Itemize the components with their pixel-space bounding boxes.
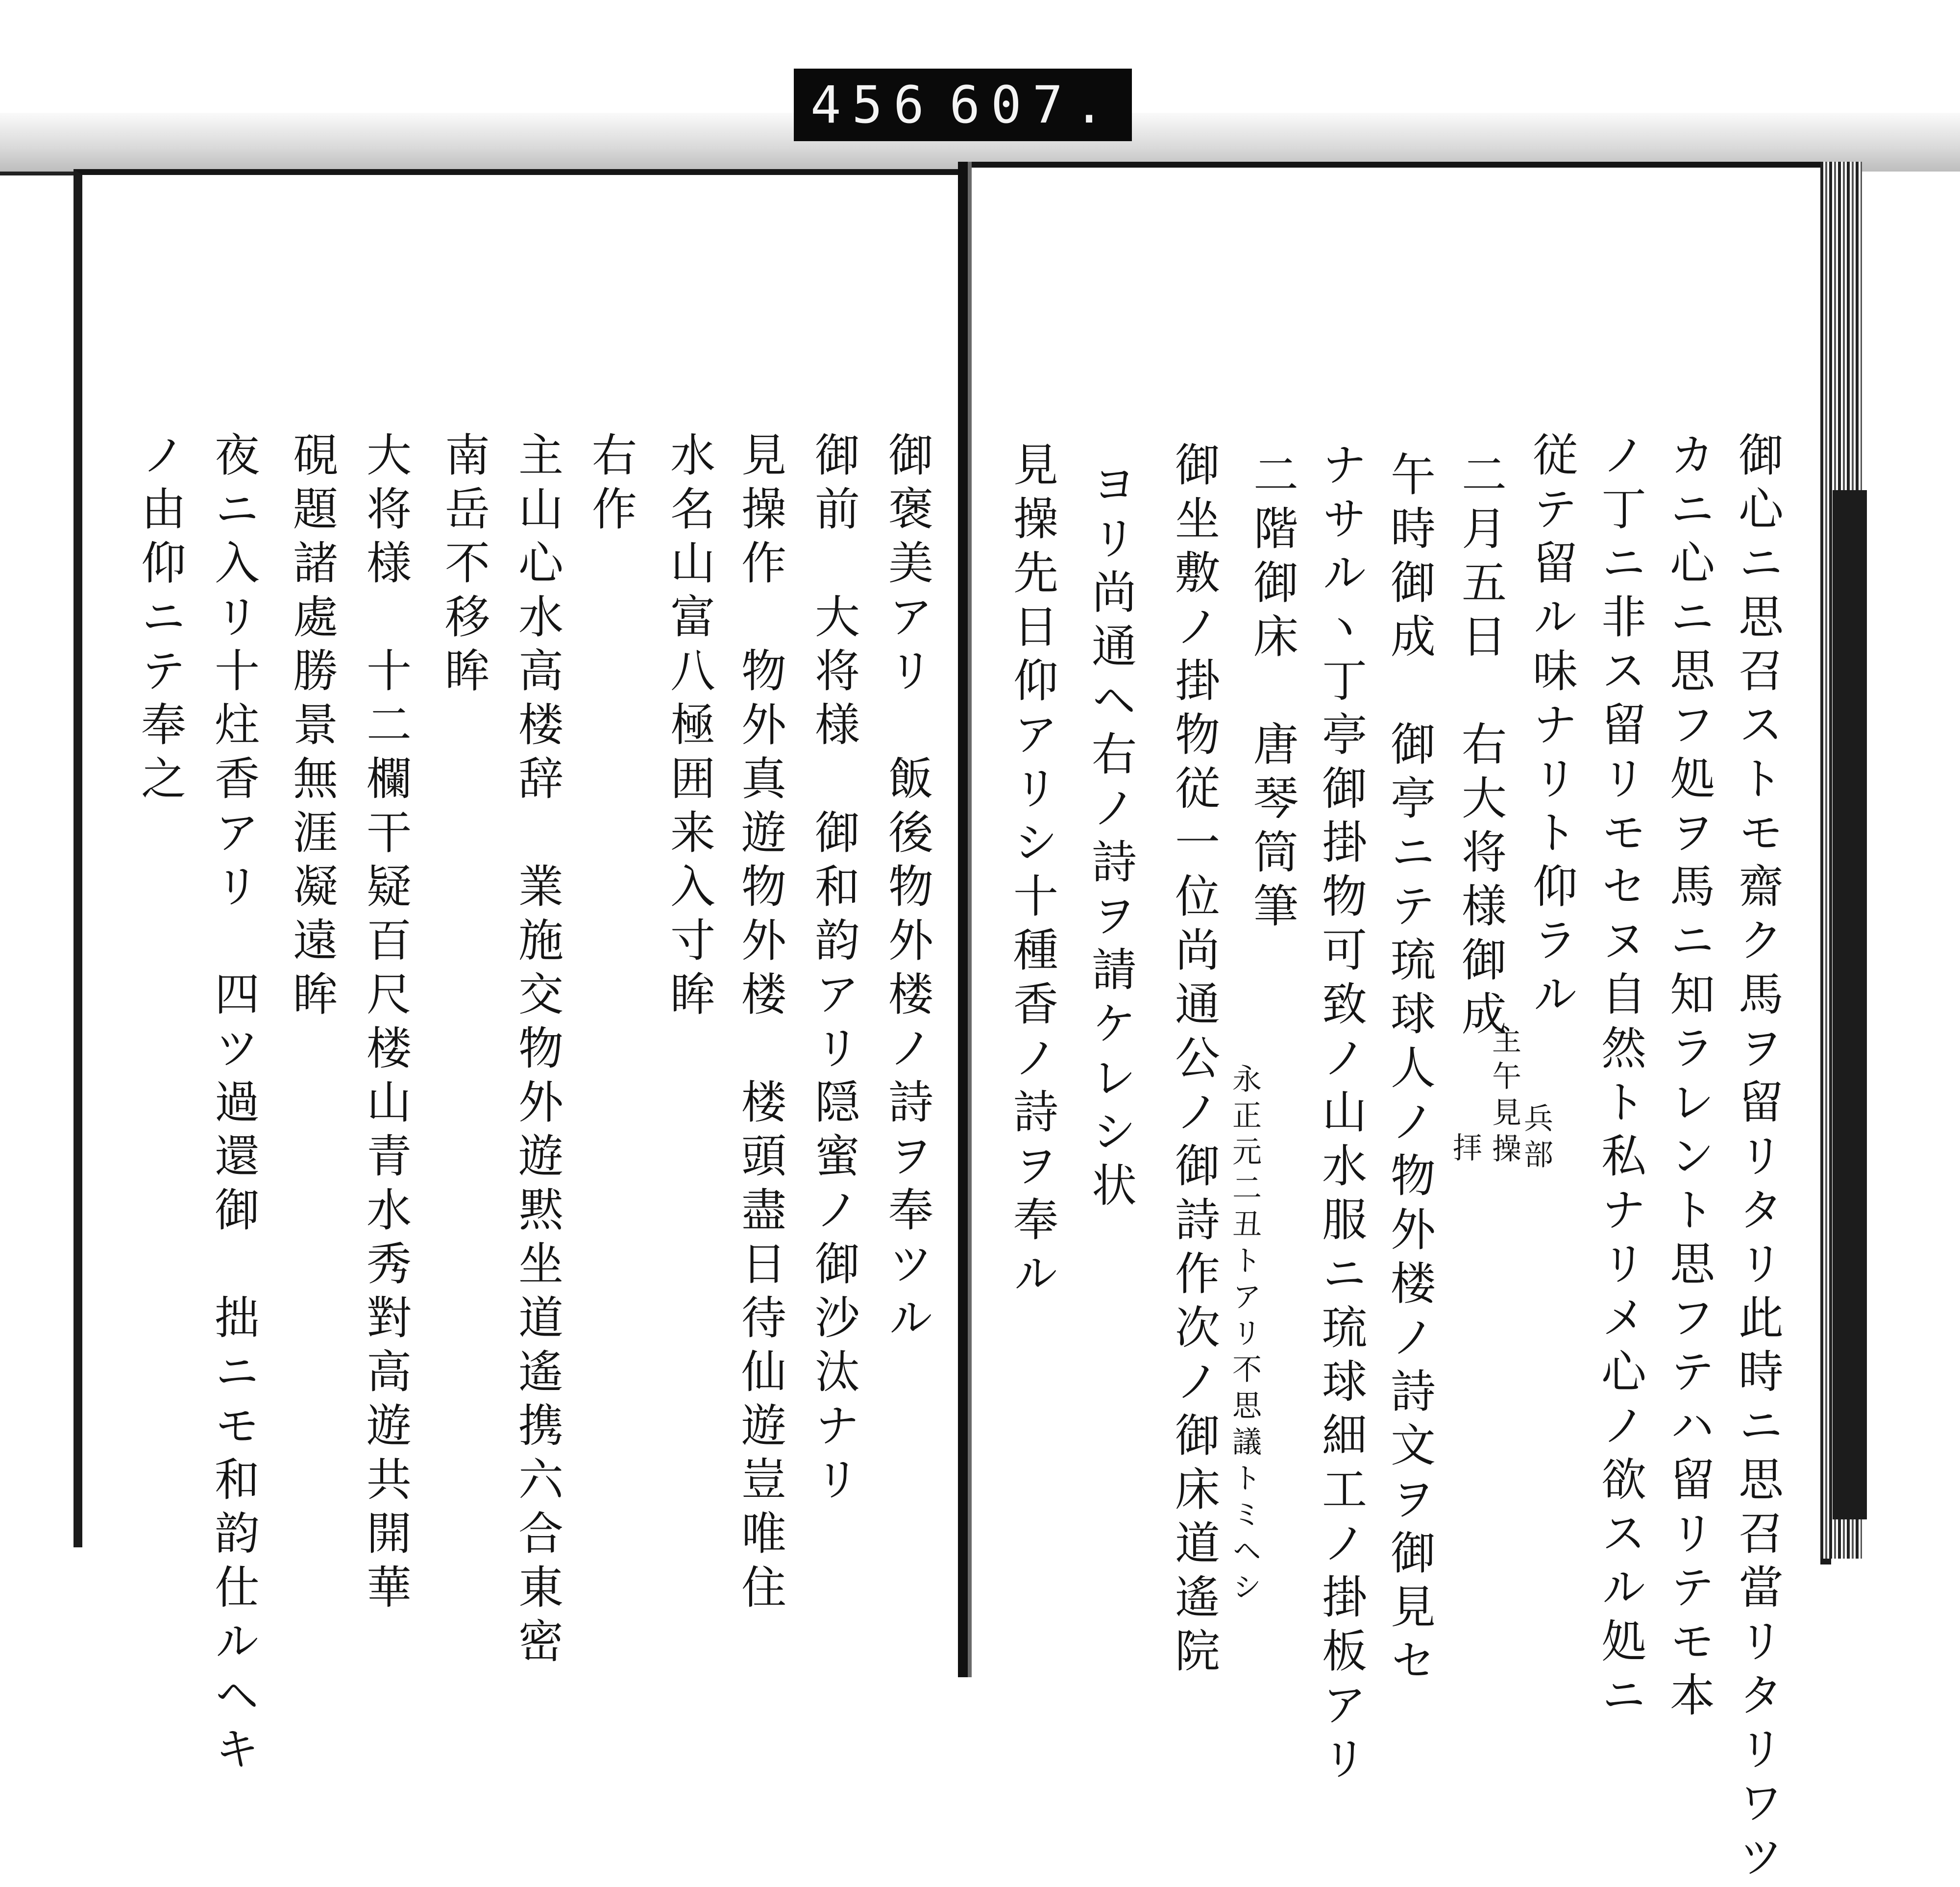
left-col-9: 硯題諸處勝景無涯凝遠眸 xyxy=(286,431,338,1024)
stamp-left-number: 456 xyxy=(810,75,935,135)
right-note-c: 拝 xyxy=(1448,1132,1482,1168)
spine-shadow xyxy=(968,162,972,1677)
right-col-5: 二月五日 右大将様御成 xyxy=(1454,451,1507,1044)
right-note-d: 永正元二丑トアリ不思議トミヘシ xyxy=(1227,1064,1262,1608)
right-col-9: 御坐敷ノ掛物従一位尚通公ノ御詩作次ノ御床道遙院 xyxy=(1168,441,1220,1681)
frame-number-stamp xyxy=(794,69,1132,141)
left-col-8: 大将様 十二欄干疑百尺楼山青水秀對高遊共開華 xyxy=(359,431,412,1617)
left-col-6: 主山心水高楼辞 業施交物外遊黙坐道遙携六合東密 xyxy=(511,431,564,1671)
right-col-7: ナサルヽ丁亭御掛物可致ノ山水服ニ琉球細工ノ掛板アリ xyxy=(1315,441,1367,1789)
left-col-5: 右作 xyxy=(585,431,637,539)
left-col-1: 御褒美アリ 飯後物外楼ノ詩ヲ奉ツル xyxy=(881,431,933,1348)
left-col-10: 夜ニ入リ十炷香アリ 四ツ過還御 拙ニモ和韵仕ルヘキ xyxy=(207,431,260,1779)
left-col-4: 水名山富八極囲来入寸眸 xyxy=(663,431,715,1024)
left-col-11: ノ由仰ニテ奉之 xyxy=(134,431,186,809)
previous-page-edge xyxy=(0,172,74,1646)
right-col-11: 見操先日仰アリシ十種香ノ詩ヲ奉ル xyxy=(1006,441,1058,1304)
left-col-7: 南岳不移眸 xyxy=(438,431,490,701)
right-col-8: 二階御床 唐琴筒筆 xyxy=(1246,451,1298,936)
right-col-6: 午時御成 御亭ニテ琉球人ノ物外楼ノ詩文ヲ御見セ xyxy=(1383,451,1436,1691)
left-col-3: 見操作 物外真遊物外楼 楼頭盡日待仙遊豈唯住 xyxy=(734,431,786,1617)
right-col-4: 従テ留ル味ナリト仰ラル xyxy=(1525,431,1578,1024)
right-col-2: カニ心ニ思フ処ヲ馬ニ知ラレント思フテハ留リテモ本 xyxy=(1663,431,1715,1725)
right-col-1: 御心ニ思召ストモ齋ク馬ヲ留リタリ此時ニ思召當リタリワツ xyxy=(1731,431,1784,1887)
right-note-a: 主午見操 xyxy=(1487,1024,1521,1169)
book-spine xyxy=(958,162,968,1677)
right-note-b: 兵部 xyxy=(1519,1103,1553,1175)
stamp-right-number: 607. xyxy=(949,75,1115,135)
page-edge-shadow xyxy=(1833,490,1867,1519)
right-col-3: ノ丁ニ非ス留リモセヌ自然ト私ナリメ心ノ欲スル処ニ xyxy=(1594,431,1646,1725)
right-col-10: ヨリ尚通ヘ右ノ詩ヲ請ケレシ状 xyxy=(1084,461,1137,1216)
left-col-2: 御前 大将様 御和韵アリ隠蜜ノ御沙汰ナリ xyxy=(808,431,860,1510)
